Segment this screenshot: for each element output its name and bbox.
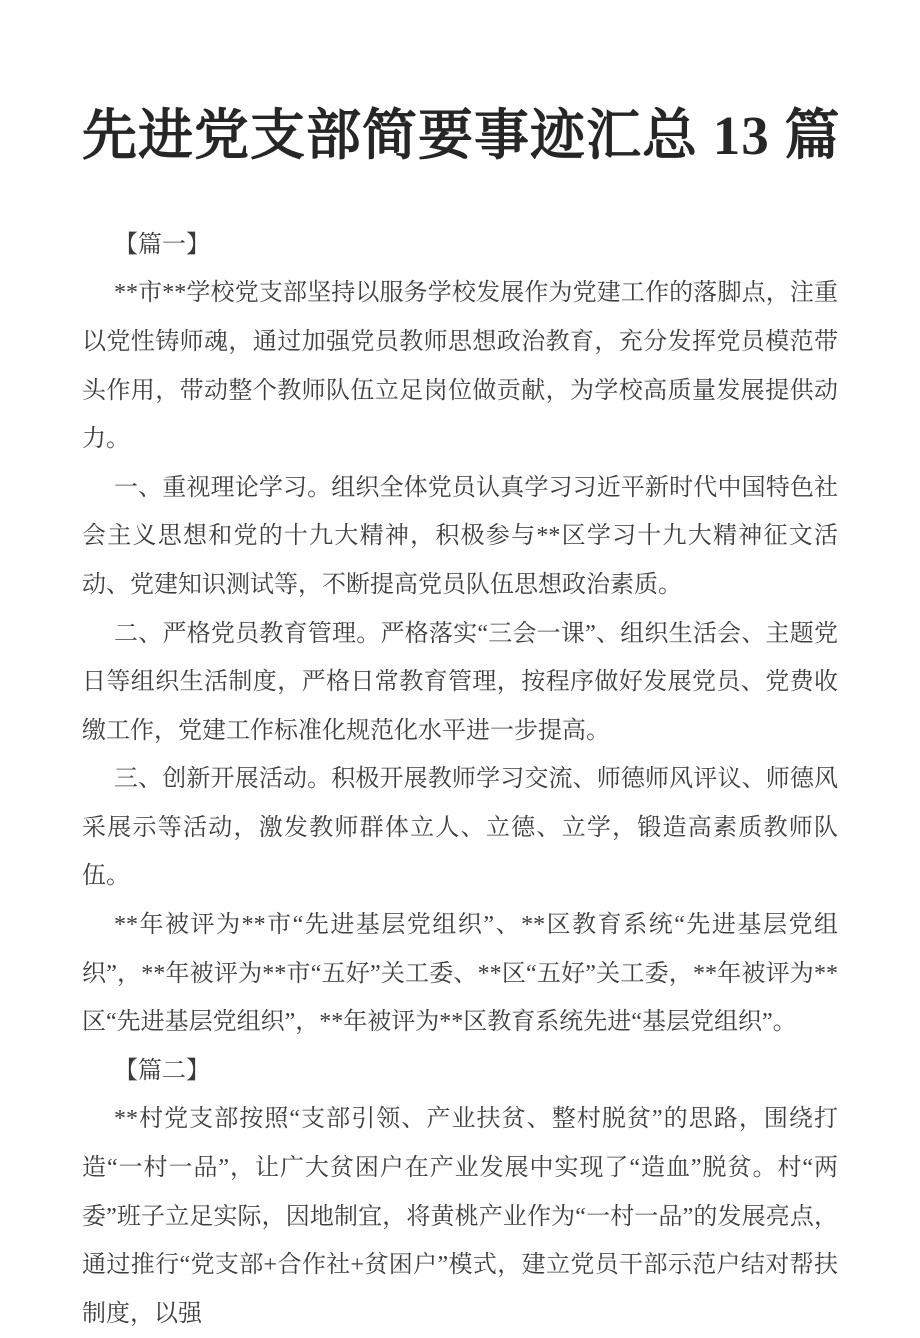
paragraph: **村党支部按照“支部引领、产业扶贫、整村脱贫”的思路，围绕打造“一村一品”，让广大贫困户在产业发展中实现了“造血”脱贫。村“两委”班子立足实际，因地制宜，将黄桃产业作为“一村一品”的发展亮点，通过推行“党支部+合作社+贫困户”模式，建立党员干部示范户结对帮扶制度，以强: [82, 1106, 838, 1327]
paragraph: 一、重视理论学习。组织全体党员认真学习习近平新时代中国特色社会主义思想和党的十九大精神，积极参与**区学习十九大精神征文活动、党建知识测试等，不断提高党员队伍思想政治素质。: [82, 474, 838, 598]
section-heading-2: 【篇二】: [114, 1057, 210, 1084]
paragraph: **年被评为**市“先进基层党组织”、**区教育系统“先进基层党组织”，**年被评为**市“五好”关工委、**区“五好”关工委，**年被评为**区“先进基层党组织”，**年被评为**区教育系统先进“基层党组织”。: [82, 912, 838, 1036]
paragraph: 三、创新开展活动。积极开展教师学习交流、师德师风评议、师德风采展示等活动，激发教师群体立人、立德、立学，锻造高素质教师队伍。: [82, 766, 838, 890]
section-heading-1: 【篇一】: [114, 231, 210, 258]
document-body: [82, 221, 838, 1338]
paragraph: 二、严格党员教育管理。严格落实“三会一课”、组织生活会、主题党日等组织生活制度，严格日常教育管理，按程序做好发展党员、党费收缴工作，党建工作标准化规范化水平进一步提高。: [82, 620, 838, 744]
paragraph: **市**学校党支部坚持以服务学校发展作为党建工作的落脚点，注重以党性铸师魂，通过加强党员教师思想政治教育，充分发挥党员模范带头作用，带动整个教师队伍立足岗位做贡献，为学校高质量发展提供动力。: [82, 280, 838, 453]
document-title: 先进党支部简要事迹汇总 13 篇: [82, 105, 841, 166]
